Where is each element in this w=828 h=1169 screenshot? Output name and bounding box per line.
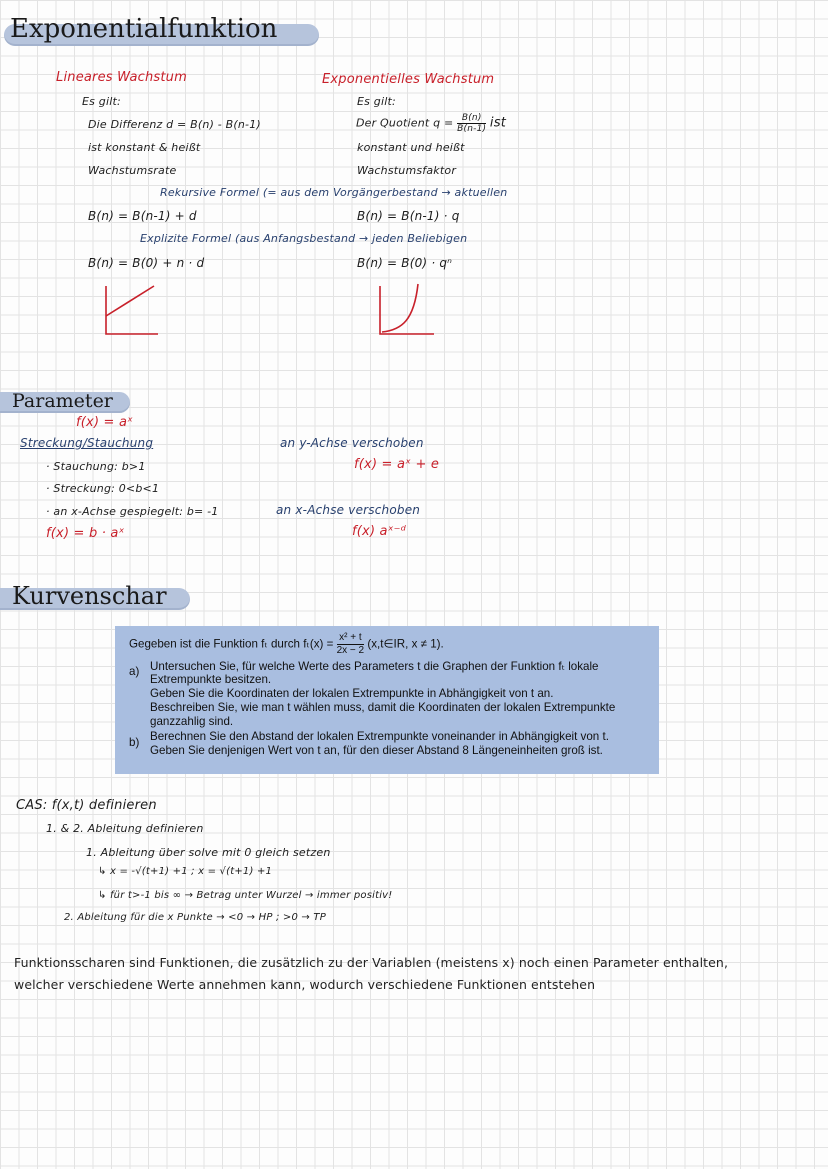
exponential-heading: Exponentielles Wachstum <box>322 72 495 87</box>
exponential-es-gilt: Es gilt: <box>357 95 396 108</box>
section-title-kurvenschar: Kurvenschar <box>12 582 167 610</box>
quotient-numerator: B(n) <box>457 113 486 124</box>
y-shift-label: an y-Achse verschoben <box>280 436 424 450</box>
explicit-formula-label: Explizite Formel (aus Anfangsbestand → jeden Beliebigen <box>140 232 468 245</box>
linear-explicit-formula: B(n) = B(0) + n · d <box>88 256 205 270</box>
task-a-line: Extrempunkte besitzen. <box>150 673 272 686</box>
task-b-line: Geben Sie denjenigen Wert von t an, für den dieser Abstand 8 Längeneinheiten groß ist. <box>150 744 603 757</box>
definition-line: Funktionsscharen sind Funktionen, die zusätzlich zu der Variablen (meistens x) noch einen Parameter enthalten, <box>14 955 729 970</box>
exponential-quotient-line <box>356 113 506 134</box>
task-a-label: a) <box>129 665 140 678</box>
exponential-sketch-axes <box>380 286 434 334</box>
linear-difference-line: Die Differenz d = B(n) - B(n-1) <box>88 118 261 131</box>
task-b-line: Berechnen Sie den Abstand der lokalen Extrempunkte voneinander in Abhängigkeit von t. <box>150 730 609 743</box>
task-intro-prefix: Gegeben ist die Funktion fₜ durch fₜ(x) = <box>129 637 334 651</box>
task-intro-suffix: (x,t∈IR, x ≠ 1). <box>367 637 444 651</box>
task-fraction-numerator: x² + t <box>337 632 365 645</box>
linear-es-gilt: Es gilt: <box>82 95 121 108</box>
linear-sketch-line <box>106 286 154 316</box>
parameter-base-function: f(x) = aˣ <box>76 415 134 430</box>
mirrored-rule: · an x-Achse gespiegelt: b= -1 <box>46 505 219 518</box>
cas-line: 1. Ableitung über solve mit 0 gleich setzen <box>86 846 331 859</box>
task-a-line: Untersuchen Sie, für welche Werte des Parameters t die Graphen der Funktion fₜ lokale <box>150 660 599 673</box>
exponential-wachstumsfaktor-line: Wachstumsfaktor <box>357 164 457 177</box>
task-box <box>115 626 659 774</box>
quotient-fraction <box>457 113 486 134</box>
x-shift-formula: f(x) aˣ⁻ᵈ <box>352 524 407 539</box>
linear-heading: Lineares Wachstum <box>56 70 187 85</box>
task-b-label: b) <box>129 736 140 749</box>
section-title-parameter: Parameter <box>12 390 113 412</box>
stretch-heading: Streckung/Stauchung <box>20 436 154 450</box>
exponential-sketch-curve <box>382 284 418 332</box>
cas-line: CAS: f(x,t) definieren <box>16 798 157 813</box>
linear-konstant-line: ist konstant & heißt <box>88 141 201 154</box>
cas-line: 2. Ableitung für die x Punkte → <0 → HP ; >0 → TP <box>64 912 326 923</box>
exponential-growth-sketch <box>378 280 438 338</box>
quotient-denominator: B(n-1) <box>457 124 487 134</box>
task-a-line: Geben Sie die Koordinaten der lokalen Extrempunkte in Abhängigkeit von t an. <box>150 687 554 700</box>
linear-recursive-formula: B(n) = B(n-1) + d <box>88 209 197 223</box>
stauchung-rule: · Stauchung: b>1 <box>46 460 146 473</box>
task-intro <box>129 632 444 657</box>
recursive-formula-label: Rekursive Formel (= aus dem Vorgängerbestand → aktuellen <box>160 186 508 199</box>
quotient-suffix: ist <box>489 115 507 131</box>
exponential-konstant-line: konstant und heißt <box>357 141 465 154</box>
task-a-line: ganzzahlig sind. <box>150 715 234 728</box>
linear-sketch-axes <box>106 286 158 334</box>
y-shift-formula: f(x) = aˣ + e <box>354 457 440 472</box>
linear-growth-sketch <box>100 282 160 338</box>
task-a-line: Beschreiben Sie, wie man t wählen muss, damit die Koordinaten der lokalen Extrempunkte <box>150 701 616 714</box>
x-shift-label: an x-Achse verschoben <box>276 503 421 517</box>
cas-line: 1. & 2. Ableitung definieren <box>46 822 204 835</box>
task-function-fraction <box>337 632 365 657</box>
streckung-rule: · Streckung: 0<b<1 <box>46 482 160 495</box>
cas-line: ↳ für t>-1 bis ∞ → Betrag unter Wurzel → immer positiv! <box>98 890 393 901</box>
quotient-prefix: Der Quotient q = <box>356 116 454 130</box>
exponential-explicit-formula: B(n) = B(0) · qⁿ <box>357 256 453 270</box>
definition-line: welcher verschiedene Werte annehmen kann, wodurch verschiedene Funktionen entstehen <box>14 977 596 992</box>
cas-line: ↳ x = -√(t+1) +1 ; x = √(t+1) +1 <box>98 866 273 877</box>
section-title-exponentialfunktion: Exponentialfunktion <box>10 14 278 44</box>
exponential-recursive-formula: B(n) = B(n-1) · q <box>357 209 460 223</box>
linear-wachstumsrate-line: Wachstumsrate <box>88 164 177 177</box>
stretch-formula: f(x) = b · aˣ <box>46 526 125 541</box>
task-fraction-denominator: 2x − 2 <box>336 645 365 656</box>
